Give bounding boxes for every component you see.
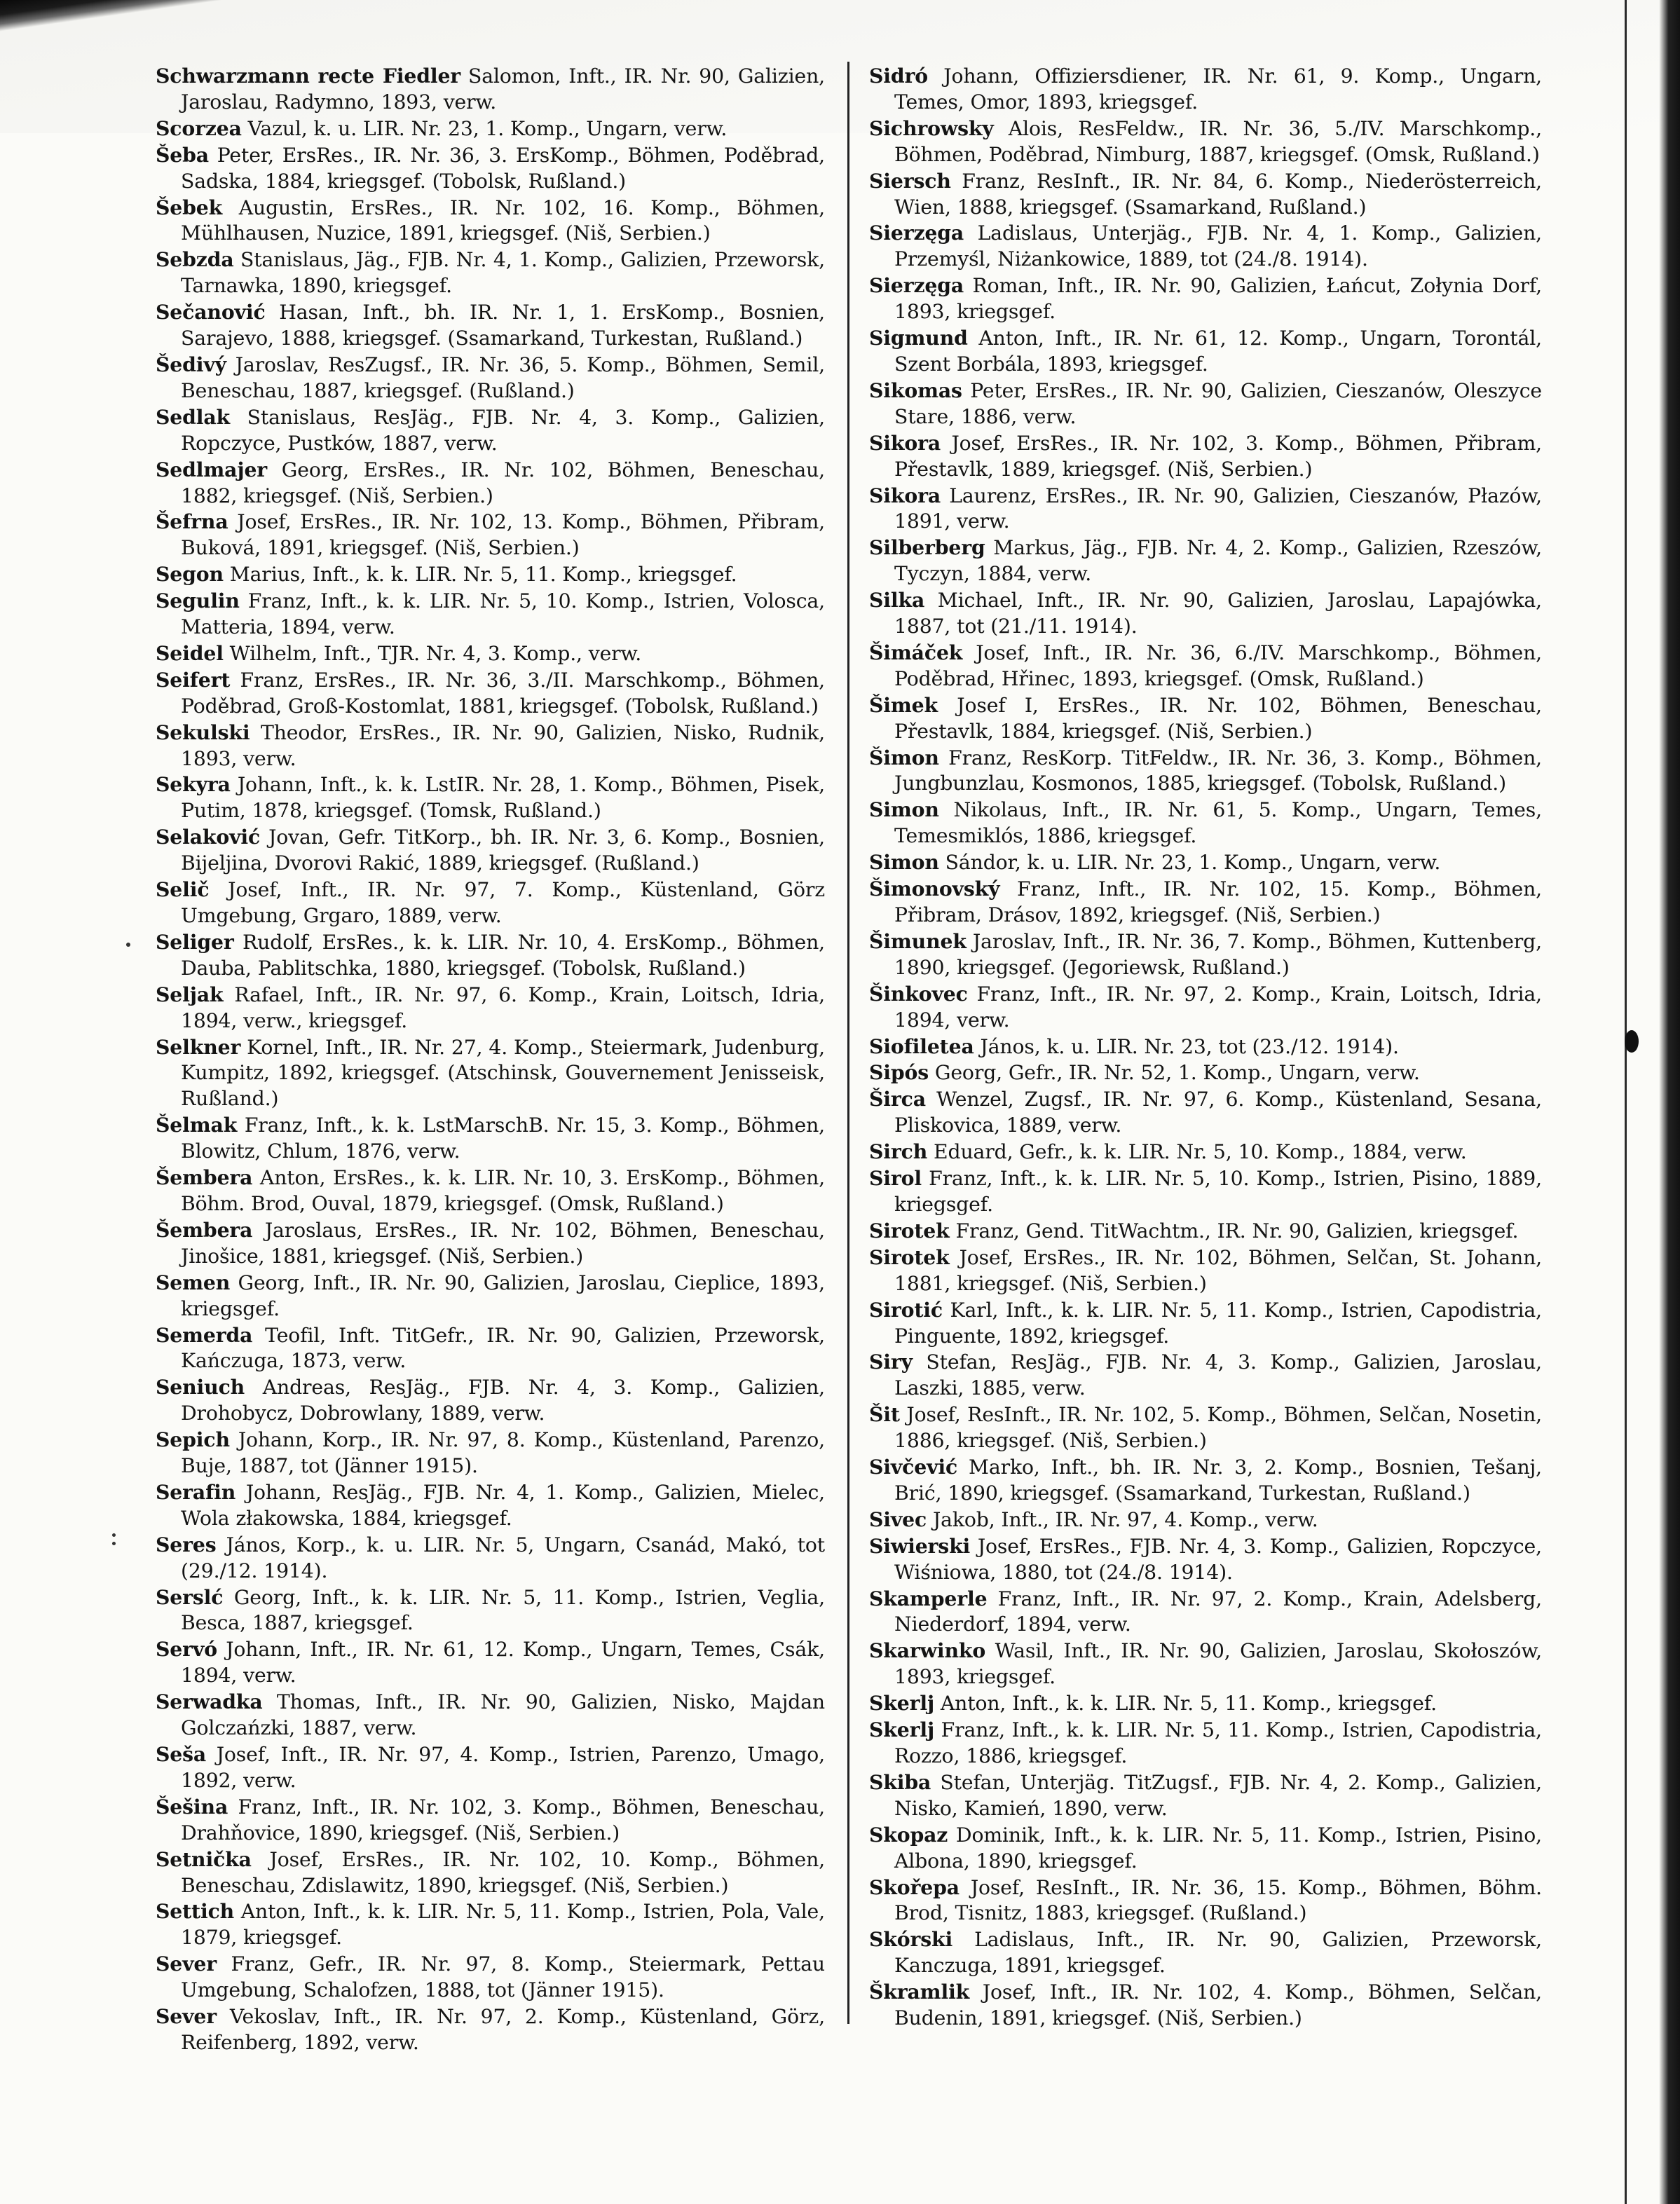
entry-details: Nikolaus, Inft., IR. Nr. 61, 5. Komp., Ungarn, Temes, Temesmiklós, 1886, kriegsgef.	[894, 798, 1542, 848]
entry-surname: Sever	[156, 1952, 217, 1976]
entry-details: Ladislaus, Unterjäg., FJB. Nr. 4, 1. Komp., Galizien, Przemyśl, Niżankowice, 1889, tot (24./8. 1914).	[894, 221, 1542, 271]
register-entry	[156, 1636, 825, 1689]
register-entry	[156, 1847, 825, 1899]
register-entry	[869, 849, 1542, 876]
register-entry	[869, 535, 1542, 587]
register-entry	[869, 1454, 1542, 1507]
register-entry	[156, 824, 825, 877]
entry-surname: Sivčević	[869, 1455, 958, 1479]
entry-surname: Schwarzmann recte Fiedler	[156, 64, 461, 88]
register-entry	[156, 509, 825, 561]
entry-surname: Seniuch	[156, 1375, 245, 1399]
register-entry	[156, 142, 825, 195]
register-entry	[869, 168, 1542, 221]
entry-surname: Širca	[869, 1087, 926, 1111]
register-entry	[869, 1875, 1542, 1927]
entry-surname: Sirotek	[869, 1218, 950, 1243]
entry-surname: Šimon	[869, 745, 939, 769]
entry-details: Josef, ErsRes., FJB. Nr. 4, 3. Komp., Galizien, Ropczyce, Wiśniowa, 1880, tot (24./8. 1914).	[894, 1534, 1542, 1584]
entry-surname: Sedlmajer	[156, 457, 268, 481]
entry-details: Andreas, ResJäg., FJB. Nr. 4, 3. Komp., Galizien, Drohobycz, Dobrowlany, 1889, verw.	[181, 1376, 825, 1425]
entry-surname: Šelmak	[156, 1113, 238, 1137]
entry-surname: Simon	[869, 798, 939, 822]
entry-details: Franz, Inft., IR. Nr. 102, 15. Komp., Böhmen, Přibram, Drásov, 1892, kriegsgef. (Niš, Serbien.)	[894, 877, 1542, 926]
register-entry	[156, 1479, 825, 1532]
entry-surname: Sirch	[869, 1139, 928, 1164]
column-divider	[847, 62, 849, 2024]
entry-surname: Sikora	[869, 430, 941, 455]
entry-surname: Segon	[156, 562, 224, 587]
entry-surname: Sebzda	[156, 247, 234, 272]
entry-details: Georg, ErsRes., IR. Nr. 102, Böhmen, Beneschau, 1882, kriegsgef. (Niš, Serbien.)	[181, 458, 825, 507]
left-column	[156, 63, 825, 2054]
register-entry	[869, 876, 1542, 929]
entry-surname: Serafin	[156, 1479, 236, 1504]
register-entry	[869, 1770, 1542, 1822]
register-entry	[869, 1586, 1542, 1638]
register-entry	[869, 1034, 1542, 1060]
entry-surname: Selič	[156, 877, 210, 902]
register-entry	[869, 1717, 1542, 1770]
register-entry	[156, 1112, 825, 1165]
entry-details: Peter, ErsRes., IR. Nr. 90, Galizien, Cieszanów, Oleszyce Stare, 1886, verw.	[894, 378, 1542, 428]
entry-details: Josef, Inft., IR. Nr. 97, 7. Komp., Küstenland, Görz Umgebung, Grgaro, 1889, verw.	[181, 878, 825, 927]
entry-surname: Sekulski	[156, 720, 250, 744]
entry-surname: Šebek	[156, 195, 223, 219]
entry-surname: Šeba	[156, 142, 209, 167]
entry-surname: Sečanović	[156, 300, 266, 324]
entry-surname: Seres	[156, 1532, 217, 1556]
entry-surname: Skopaz	[869, 1822, 948, 1847]
register-entry	[869, 1218, 1542, 1245]
entry-details: Rafael, Inft., IR. Nr. 97, 6. Komp., Krain, Loitsch, Idria, 1894, verw., kriegsgef.	[181, 983, 825, 1032]
entry-surname: Sipós	[869, 1060, 929, 1085]
register-entry	[869, 1245, 1542, 1297]
entry-details: Vazul, k. u. LIR. Nr. 23, 1. Komp., Ungarn, verw.	[241, 116, 728, 140]
register-entry	[869, 1926, 1542, 1979]
register-entry	[156, 1270, 825, 1322]
register-entry	[869, 587, 1542, 640]
register-entry	[869, 63, 1542, 116]
register-entry	[156, 1741, 825, 1794]
register-entry	[869, 692, 1542, 745]
entry-surname: Skarwinko	[869, 1638, 986, 1663]
entry-details: Franz, Gend. TitWachtm., IR. Nr. 90, Galizien, kriegsgef.	[949, 1219, 1519, 1243]
entry-details: Josef, ResInft., IR. Nr. 36, 15. Komp., Böhmen, Böhm. Brod, Tisnitz, 1883, kriegsgef. (Rußland.)	[894, 1875, 1542, 1925]
entry-surname: Siry	[869, 1350, 913, 1374]
entry-details: Marius, Inft., k. k. LIR. Nr. 5, 11. Komp., kriegsgef.	[223, 563, 737, 587]
scan-shadow-right	[1659, 0, 1680, 2204]
entry-details: Johann, Inft., k. k. LstIR. Nr. 28, 1. Komp., Böhmen, Pisek, Putim, 1878, kriegsgef. (Tomsk, Rußland.)	[181, 773, 825, 823]
register-entry	[869, 745, 1542, 798]
entry-details: Franz, Inft., k. k. LIR. Nr. 5, 10. Komp., Istrien, Volosca, Matteria, 1894, verw.	[181, 589, 825, 639]
entry-surname: Šembera	[156, 1165, 253, 1190]
entry-details: János, k. u. LIR. Nr. 23, tot (23./12. 1914).	[974, 1034, 1399, 1058]
entry-details: Jaroslav, Inft., IR. Nr. 36, 7. Komp., Böhmen, Kuttenberg, 1890, kriegsgef. (Jegoriewsk, Rußland.)	[894, 929, 1542, 979]
entry-surname: Seidel	[156, 641, 224, 665]
entry-surname: Šit	[869, 1402, 900, 1427]
entry-details: Wasil, Inft., IR. Nr. 90, Galizien, Jaroslau, Skołoszów, 1893, kriegsgef.	[894, 1639, 1542, 1689]
entry-surname: Skiba	[869, 1770, 931, 1794]
entry-details: Wenzel, Zugsf., IR. Nr. 97, 6. Komp., Küstenland, Sesana, Pliskovica, 1889, verw.	[894, 1088, 1542, 1137]
register-entry	[156, 1427, 825, 1479]
entry-details: Georg, Gefr., IR. Nr. 52, 1. Komp., Ungarn, verw.	[929, 1061, 1420, 1085]
entry-surname: Serwadka	[156, 1690, 263, 1714]
register-entry	[869, 1349, 1542, 1402]
entry-details: Hasan, Inft., bh. IR. Nr. 1, 1. ErsKomp., Bosnien, Sarajevo, 1888, kriegsgef. (Ssamarkand, Turkestan, Rußland.)	[181, 301, 825, 350]
entry-details: Josef, ErsRes., IR. Nr. 102, 13. Komp., Böhmen, Přibram, Buková, 1891, kriegsgef. (Niš, Serbien.)	[181, 510, 825, 560]
entry-details: Johann, Inft., IR. Nr. 61, 12. Komp., Ungarn, Temes, Csák, 1894, verw.	[181, 1638, 825, 1688]
entry-surname: Sierzęga	[869, 221, 964, 245]
entry-details: Franz, Inft., k. k. LstMarschB. Nr. 15, 3. Komp., Böhmen, Blowitz, Chlum, 1876, verw.	[181, 1114, 825, 1163]
entry-details: Marko, Inft., bh. IR. Nr. 3, 2. Komp., Bosnien, Tešanj, Brić, 1890, kriegsgef. (Ssamarkand, Turkestan, Rußland.)	[894, 1456, 1542, 1505]
entry-details: Anton, Inft., IR. Nr. 61, 12. Komp., Ungarn, Torontál, Szent Borbála, 1893, kriegsgef.	[894, 327, 1542, 376]
entry-details: Roman, Inft., IR. Nr. 90, Galizien, Łańcut, Zołynia Dorf, 1893, kriegsgef.	[894, 274, 1542, 324]
entry-surname: Skórski	[869, 1927, 953, 1952]
entry-details: Salomon, Inft., IR. Nr. 90, Galizien, Jaroslau, Radymno, 1893, verw.	[181, 64, 825, 114]
register-entry	[156, 63, 825, 116]
register-entry	[156, 588, 825, 641]
entry-details: Alois, ResFeldw., IR. Nr. 36, 5./IV. Marschkomp., Böhmen, Poděbrad, Nimburg, 1887, kriegsgef. (Omsk, Rußland.)	[894, 116, 1542, 166]
right-column	[869, 63, 1542, 2030]
entry-surname: Seifert	[156, 667, 231, 692]
register-entry	[869, 430, 1542, 483]
register-entry	[156, 877, 825, 929]
entry-details: Josef I, ErsRes., IR. Nr. 102, Böhmen, Beneschau, Přestavlk, 1884, kriegsgef. (Niš, Serbien.)	[894, 693, 1542, 743]
entry-surname: Siofiletea	[869, 1034, 974, 1058]
entry-details: Georg, Inft., k. k. LIR. Nr. 5, 11. Komp., Istrien, Veglia, Besca, 1887, kriegsgef.	[181, 1585, 825, 1635]
entry-details: Wilhelm, Inft., TJR. Nr. 4, 3. Komp., verw.	[223, 641, 642, 665]
entry-details: Stefan, Unterjäg. TitZugsf., FJB. Nr. 4, 2. Komp., Galizien, Nisko, Kamień, 1890, verw.	[894, 1770, 1542, 1820]
entry-details: Josef, ErsRes., IR. Nr. 102, 10. Komp., Böhmen, Beneschau, Zdislawitz, 1890, kriegsgef. (Niš, Serbien.)	[181, 1847, 825, 1897]
entry-details: Jaroslaus, ErsRes., IR. Nr. 102, Böhmen, Beneschau, Jinošice, 1881, kriegsgef. (Niš, Serbien.)	[181, 1218, 825, 1268]
entry-details: Theodor, ErsRes., IR. Nr. 90, Galizien, Nisko, Rudnik, 1893, verw.	[181, 720, 825, 770]
register-entry	[156, 2004, 825, 2056]
entry-details: Franz, Inft., k. k. LIR. Nr. 5, 10. Komp., Istrien, Pisino, 1889, kriegsgef.	[894, 1167, 1542, 1216]
entry-details: Anton, Inft., k. k. LIR. Nr. 5, 11. Komp., kriegsgef.	[934, 1692, 1437, 1716]
entry-surname: Šimunek	[869, 929, 967, 953]
register-entry	[156, 404, 825, 457]
entry-surname: Sepich	[156, 1428, 230, 1452]
entry-details: Josef, ErsRes., IR. Nr. 102, Böhmen, Selčan, St. Johann, 1881, kriegsgef. (Niš, Serbien.)	[894, 1245, 1542, 1295]
entry-details: Stanislaus, ResJäg., FJB. Nr. 4, 3. Komp., Galizien, Ropczyce, Pustków, 1887, verw.	[181, 405, 825, 455]
entry-surname: Siwierski	[869, 1533, 971, 1558]
entry-details: Franz, ErsRes., IR. Nr. 36, 3./II. Marschkomp., Böhmen, Poděbrad, Groß-Kostomlat, 1881, kriegsgef. (Tobolsk, Rußland.)	[181, 668, 825, 718]
entry-surname: Sekyra	[156, 772, 231, 797]
register-entry	[869, 1533, 1542, 1586]
register-entry	[869, 640, 1542, 692]
entry-details: Ladislaus, Inft., IR. Nr. 90, Galizien, Przeworsk, Kanczuga, 1891, kriegsgef.	[894, 1928, 1542, 1978]
entry-surname: Selaković	[156, 825, 261, 849]
entry-details: Vekoslav, Inft., IR. Nr. 97, 2. Komp., Küstenland, Görz, Reifenberg, 1892, verw.	[181, 2005, 825, 2054]
entry-details: Jaroslav, ResZugsf., IR. Nr. 36, 5. Komp., Böhmen, Semil, Beneschau, 1887, kriegsgef. (Rußland.)	[181, 352, 825, 402]
ink-speck	[126, 943, 130, 947]
register-entry	[156, 1165, 825, 1217]
register-entry	[869, 220, 1542, 273]
entry-surname: Skořepa	[869, 1875, 959, 1899]
entry-surname: Settich	[156, 1899, 235, 1924]
entry-details: Anton, Inft., k. k. LIR. Nr. 5, 11. Komp., Istrien, Pola, Vale, 1879, kriegsgef.	[181, 1900, 825, 1950]
ink-speck	[112, 1542, 116, 1545]
register-entry	[156, 195, 825, 247]
entry-surname: Seša	[156, 1742, 207, 1766]
entry-surname: Sichrowsky	[869, 116, 994, 140]
register-entry	[869, 1690, 1542, 1717]
entry-surname: Šimek	[869, 692, 938, 717]
register-entry	[156, 982, 825, 1034]
register-entry	[869, 1086, 1542, 1139]
entry-surname: Šedivý	[156, 352, 226, 376]
register-entry	[869, 1507, 1542, 1533]
register-entry	[869, 1638, 1542, 1690]
entry-details: Franz, Gefr., IR. Nr. 97, 8. Komp., Steiermark, Pettau Umgebung, Schalofzen, 1888, tot (Jänner 1915).	[181, 1952, 825, 2002]
scan-edge-line	[1625, 0, 1627, 2204]
entry-details: Sándor, k. u. LIR. Nr. 23, 1. Komp., Ungarn, verw.	[938, 851, 1441, 875]
entry-details: Peter, ErsRes., IR. Nr. 36, 3. ErsKomp., Böhmen, Poděbrad, Sadska, 1884, kriegsgef. (Tobolsk, Rußland.)	[181, 143, 825, 193]
entry-details: János, Korp., k. u. LIR. Nr. 5, Ungarn, Csanád, Makó, tot (29./12. 1914).	[181, 1533, 825, 1582]
register-entry	[156, 1951, 825, 2004]
entry-surname: Škramlik	[869, 1980, 970, 2004]
register-entry	[869, 1979, 1542, 2032]
ink-blot	[1625, 1030, 1639, 1053]
register-entry	[156, 1794, 825, 1847]
entry-details: Dominik, Inft., k. k. LIR. Nr. 5, 11. Komp., Istrien, Pisino, Albona, 1890, kriegsgef.	[894, 1823, 1542, 1873]
entry-details: Johann, Offiziersdiener, IR. Nr. 61, 9. Komp., Ungarn, Temes, Omor, 1893, kriegsgef.	[894, 64, 1542, 114]
entry-details: Josef, Inft., IR. Nr. 97, 4. Komp., Istrien, Parenzo, Umago, 1892, verw.	[181, 1743, 825, 1792]
entry-surname: Šefrna	[156, 509, 228, 534]
entry-surname: Šimonovský	[869, 877, 1000, 901]
entry-surname: Silberberg	[869, 535, 985, 560]
entry-details: Anton, ErsRes., k. k. LIR. Nr. 10, 3. ErsKomp., Böhmen, Böhm. Brod, Ouval, 1879, kriegsgef. (Omsk, Rußland.)	[181, 1166, 825, 1215]
entry-surname: Šembera	[156, 1217, 253, 1242]
register-entry	[869, 378, 1542, 430]
entry-details: Jakob, Inft., IR. Nr. 97, 4. Komp., verw.	[927, 1507, 1318, 1531]
register-entry	[156, 116, 825, 142]
entry-surname: Sedlak	[156, 404, 231, 429]
register-entry	[869, 1822, 1542, 1875]
entry-surname: Semen	[156, 1270, 231, 1294]
entry-surname: Setnička	[156, 1847, 252, 1871]
register-entry	[156, 1689, 825, 1741]
register-entry	[156, 299, 825, 352]
entry-surname: Sirotić	[869, 1297, 943, 1322]
entry-surname: Silka	[869, 588, 925, 612]
entry-surname: Sierzęga	[869, 273, 964, 298]
register-entry	[156, 561, 825, 588]
entry-details: Augustin, ErsRes., IR. Nr. 102, 16. Komp., Böhmen, Mühlhausen, Nuzice, 1891, kriegsgef. (Niš, Serbien.)	[181, 196, 825, 245]
entry-details: Franz, ResInft., IR. Nr. 84, 6. Komp., Niederösterreich, Wien, 1888, kriegsgef. (Ssamarkand, Rußland.)	[894, 169, 1542, 219]
entry-surname: Šimáček	[869, 640, 963, 664]
entry-surname: Šešina	[156, 1794, 228, 1819]
register-entry	[156, 247, 825, 299]
register-entry	[156, 1898, 825, 1951]
entry-details: Josef, Inft., IR. Nr. 36, 6./IV. Marschkomp., Böhmen, Poděbrad, Hřinec, 1893, kriegsgef. (Omsk, Rußland.)	[894, 641, 1542, 690]
entry-details: Karl, Inft., k. k. LIR. Nr. 5, 11. Komp., Istrien, Capodistria, Pinguente, 1892, kriegsgef.	[894, 1298, 1542, 1348]
register-entry	[156, 720, 825, 772]
entry-surname: Seliger	[156, 929, 234, 954]
entry-details: Markus, Jäg., FJB. Nr. 4, 2. Komp., Galizien, Rzeszów, Tyczyn, 1884, verw.	[894, 536, 1542, 586]
entry-surname: Sikora	[869, 483, 941, 507]
register-entry	[156, 929, 825, 982]
register-entry	[156, 1322, 825, 1375]
register-entry	[869, 1165, 1542, 1218]
entry-details: Teofil, Inft. TitGefr., IR. Nr. 90, Galizien, Przeworsk, Kańczuga, 1873, verw.	[181, 1323, 825, 1373]
register-entry	[869, 1297, 1542, 1350]
entry-details: Franz, ResKorp. TitFeldw., IR. Nr. 36, 3. Komp., Böhmen, Jungbunzlau, Kosmonos, 1885, kriegsgef. (Tobolsk, Rußland.)	[894, 746, 1542, 795]
entry-surname: Siersch	[869, 168, 951, 193]
register-entry	[156, 1217, 825, 1270]
entry-details: Thomas, Inft., IR. Nr. 90, Galizien, Nisko, Majdan Golczańzki, 1887, verw.	[181, 1690, 825, 1740]
register-entry	[156, 1532, 825, 1584]
entry-details: Josef, ResInft., IR. Nr. 102, 5. Komp., Böhmen, Selčan, Nosetin, 1886, kriegsgef. (Niš, Serbien.)	[894, 1403, 1542, 1453]
entry-surname: Šinkovec	[869, 981, 968, 1006]
register-entry	[869, 325, 1542, 378]
register-entry	[156, 1034, 825, 1113]
entry-details: Franz, Inft., IR. Nr. 97, 2. Komp., Krain, Adelsberg, Niederdorf, 1894, verw.	[894, 1587, 1542, 1636]
register-entry	[156, 641, 825, 667]
entry-surname: Segulin	[156, 589, 240, 613]
entry-surname: Skerlj	[869, 1718, 935, 1742]
entry-surname: Sever	[156, 2004, 217, 2029]
entry-details: Josef, Inft., IR. Nr. 102, 4. Komp., Böhmen, Selčan, Budenin, 1891, kriegsgef. (Niš, Serbien.)	[894, 1980, 1542, 2030]
register-entry	[869, 797, 1542, 849]
entry-surname: Seljak	[156, 982, 224, 1006]
register-entry	[869, 1060, 1542, 1086]
ink-speck	[112, 1533, 116, 1537]
entry-surname: Scorzea	[156, 116, 242, 140]
entry-surname: Sivec	[869, 1507, 927, 1531]
entry-surname: Semerda	[156, 1322, 253, 1347]
entry-details: Johann, Korp., IR. Nr. 97, 8. Komp., Küstenland, Parenzo, Buje, 1887, tot (Jänner 1915).	[181, 1428, 825, 1478]
entry-details: Laurenz, ErsRes., IR. Nr. 90, Galizien, Cieszanów, Płazów, 1891, verw.	[894, 484, 1542, 533]
entry-details: Rudolf, ErsRes., k. k. LIR. Nr. 10, 4. ErsKomp., Böhmen, Dauba, Pablitschka, 1880, kriegsgef. (Tobolsk, Rußland.)	[181, 930, 825, 980]
register-entry	[156, 457, 825, 509]
entry-surname: Serslć	[156, 1584, 224, 1609]
entry-surname: Sirotek	[869, 1245, 950, 1269]
register-entry	[869, 483, 1542, 535]
entry-details: Stanislaus, Jäg., FJB. Nr. 4, 1. Komp., Galizien, Przeworsk, Tarnawka, 1890, kriegsgef.	[181, 248, 825, 298]
register-entry	[869, 1139, 1542, 1165]
entry-surname: Skamperle	[869, 1586, 988, 1610]
entry-details: Franz, Inft., IR. Nr. 97, 2. Komp., Krain, Loitsch, Idria, 1894, verw.	[894, 982, 1542, 1032]
entry-details: Franz, Inft., k. k. LIR. Nr. 5, 11. Komp., Istrien, Capodistria, Rozzo, 1886, kriegsgef.	[894, 1718, 1542, 1767]
register-entry	[156, 352, 825, 404]
entry-details: Josef, ErsRes., IR. Nr. 102, 3. Komp., Böhmen, Přibram, Přestavlk, 1889, kriegsgef. (Niš, Serbien.)	[894, 431, 1542, 481]
register-entry	[869, 116, 1542, 168]
entry-surname: Skerlj	[869, 1691, 935, 1716]
register-entry	[156, 1374, 825, 1427]
register-entry	[869, 273, 1542, 325]
entry-surname: Sigmund	[869, 326, 968, 350]
entry-details: Eduard, Gefr., k. k. LIR. Nr. 5, 10. Komp., 1884, verw.	[927, 1140, 1467, 1164]
entry-surname: Selkner	[156, 1034, 241, 1059]
entry-details: Georg, Inft., IR. Nr. 90, Galizien, Jaroslau, Cieplice, 1893, kriegsgef.	[181, 1271, 825, 1320]
register-entry	[156, 1584, 825, 1637]
entry-surname: Servó	[156, 1637, 217, 1662]
register-entry	[156, 772, 825, 824]
register-entry	[869, 929, 1542, 981]
entry-surname: Simon	[869, 850, 939, 875]
entry-details: Kornel, Inft., IR. Nr. 27, 4. Komp., Steiermark, Judenburg, Kumpitz, 1892, kriegsgef. (Atschinsk, Gouvernement Jenisseisk, Rußland.)	[181, 1035, 825, 1111]
entry-details: Jovan, Gefr. TitKorp., bh. IR. Nr. 3, 6. Komp., Bosnien, Bijeljina, Dvorovi Rakić, 1889, kriegsgef. (Rußland.)	[181, 826, 825, 875]
entry-surname: Sidró	[869, 64, 929, 88]
entry-surname: Sirol	[869, 1166, 922, 1191]
entry-surname: Sikomas	[869, 378, 962, 402]
register-entry	[869, 981, 1542, 1034]
entry-details: Franz, Inft., IR. Nr. 102, 3. Komp., Böhmen, Beneschau, Drahňovice, 1890, kriegsgef. (Niš, Serbien.)	[181, 1795, 825, 1844]
entry-details: Stefan, ResJäg., FJB. Nr. 4, 3. Komp., Galizien, Jaroslau, Laszki, 1885, verw.	[894, 1350, 1542, 1400]
entry-details: Michael, Inft., IR. Nr. 90, Galizien, Jaroslau, Lapajówka, 1887, tot (21./11. 1914).	[894, 589, 1542, 638]
register-entry	[156, 667, 825, 720]
register-entry	[869, 1402, 1542, 1454]
entry-details: Johann, ResJäg., FJB. Nr. 4, 1. Komp., Galizien, Mielec, Wola złakowska, 1884, kriegsgef.	[181, 1480, 825, 1530]
